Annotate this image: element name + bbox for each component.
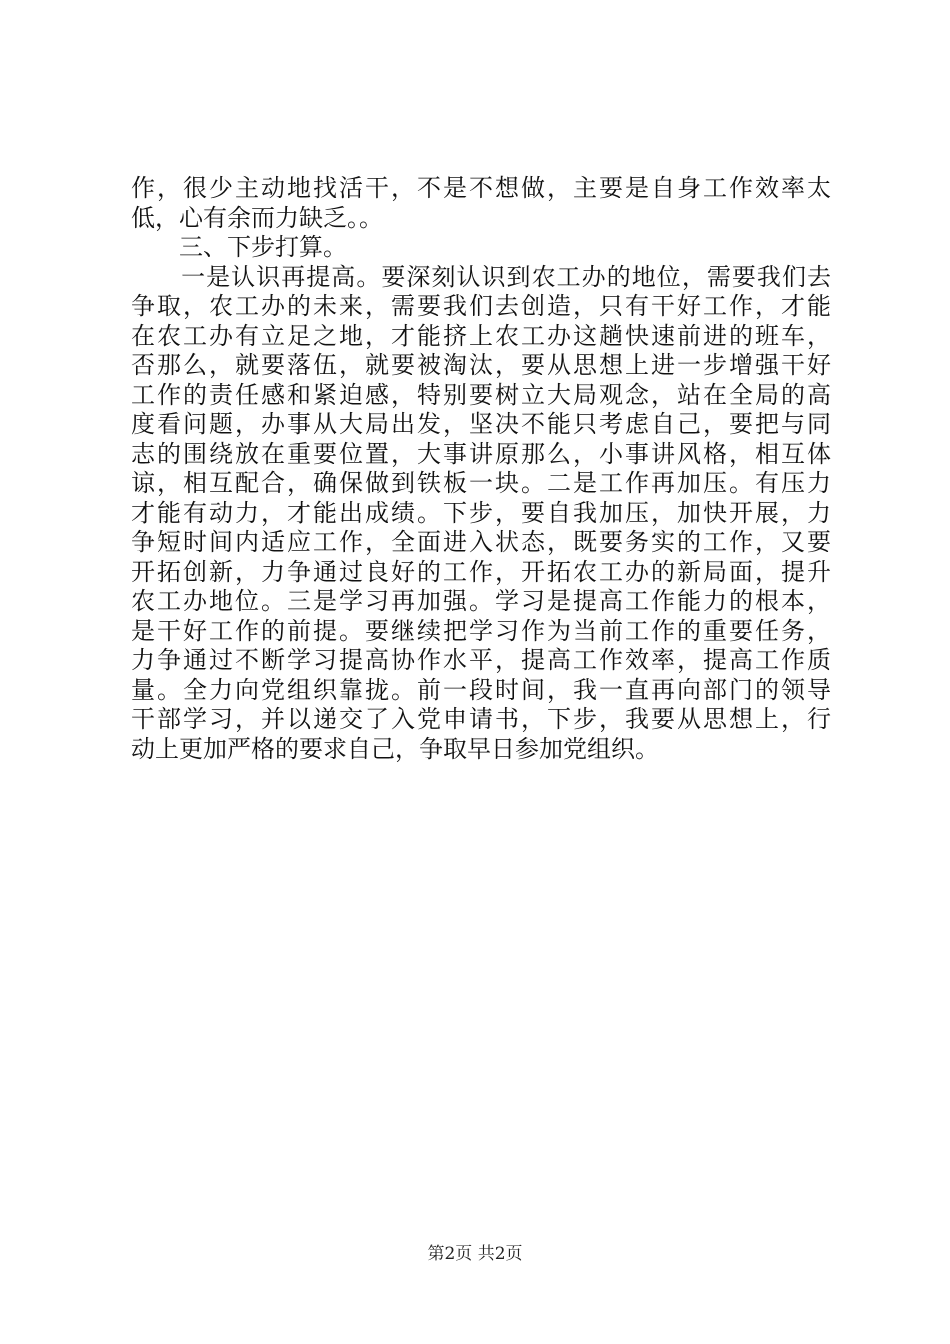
text-line: 才能有动力，才能出成绩。下步，要自我加压，加快开展，力	[131, 498, 831, 527]
text-line: 度看问题，办事从大局出发，坚决不能只考虑自己，要把与同	[131, 410, 831, 438]
text-line: 低，心有余而力缺乏。。	[131, 203, 383, 232]
text-line: 在农工办有立足之地，才能挤上农工办这趟快速前进的班车，	[131, 321, 831, 350]
text-line: 否那么，就要落伍，就要被淘汰，要从思想上进一步增强干好	[131, 351, 831, 379]
text-line: 工作的责任感和紧迫感，特别要树立大局观念，站在全局的高	[131, 380, 831, 409]
text-line: 开拓创新，力争通过良好的工作，开拓农工办的新局面，提升	[131, 557, 831, 586]
text-line: 力争通过不断学习提高协作水平，提高工作效率，提高工作质	[131, 646, 831, 674]
page-footer: 第2页 共2页	[427, 1244, 523, 1264]
text-line: 争取，农工办的未来，需要我们去创造，只有干好工作，才能	[131, 292, 831, 320]
text-line: 争短时间内适应工作，全面进入状态，既要务实的工作，又要	[131, 528, 831, 556]
text-line: 干部学习，并以递交了入党申请书，下步，我要从思想上，行	[131, 705, 831, 733]
text-line: 动上更加严格的要求自己，争取早日参加党组织。	[131, 734, 659, 763]
body-text	[131, 174, 831, 764]
text-line: 是干好工作的前提。要继续把学习作为当前工作的重要任务，	[131, 616, 831, 645]
text-line: 量。全力向党组织靠拢。前一段时间，我一直再向部门的领导	[131, 675, 831, 704]
text-line: 一是认识再提高。要深刻认识到农工办的地位，需要我们去	[131, 262, 831, 291]
section-heading: 三、下步打算。	[131, 233, 347, 261]
text-line: 谅，相互配合，确保做到铁板一块。二是工作再加压。有压力	[131, 469, 831, 497]
text-line: 农工办地位。三是学习再加强。学习是提高工作能力的根本，	[131, 587, 831, 615]
text-line: 作，很少主动地找活干，不是不想做，主要是自身工作效率太	[131, 174, 831, 202]
text-line: 志的围绕放在重要位置，大事讲原那么，小事讲风格，相互体	[131, 439, 831, 468]
